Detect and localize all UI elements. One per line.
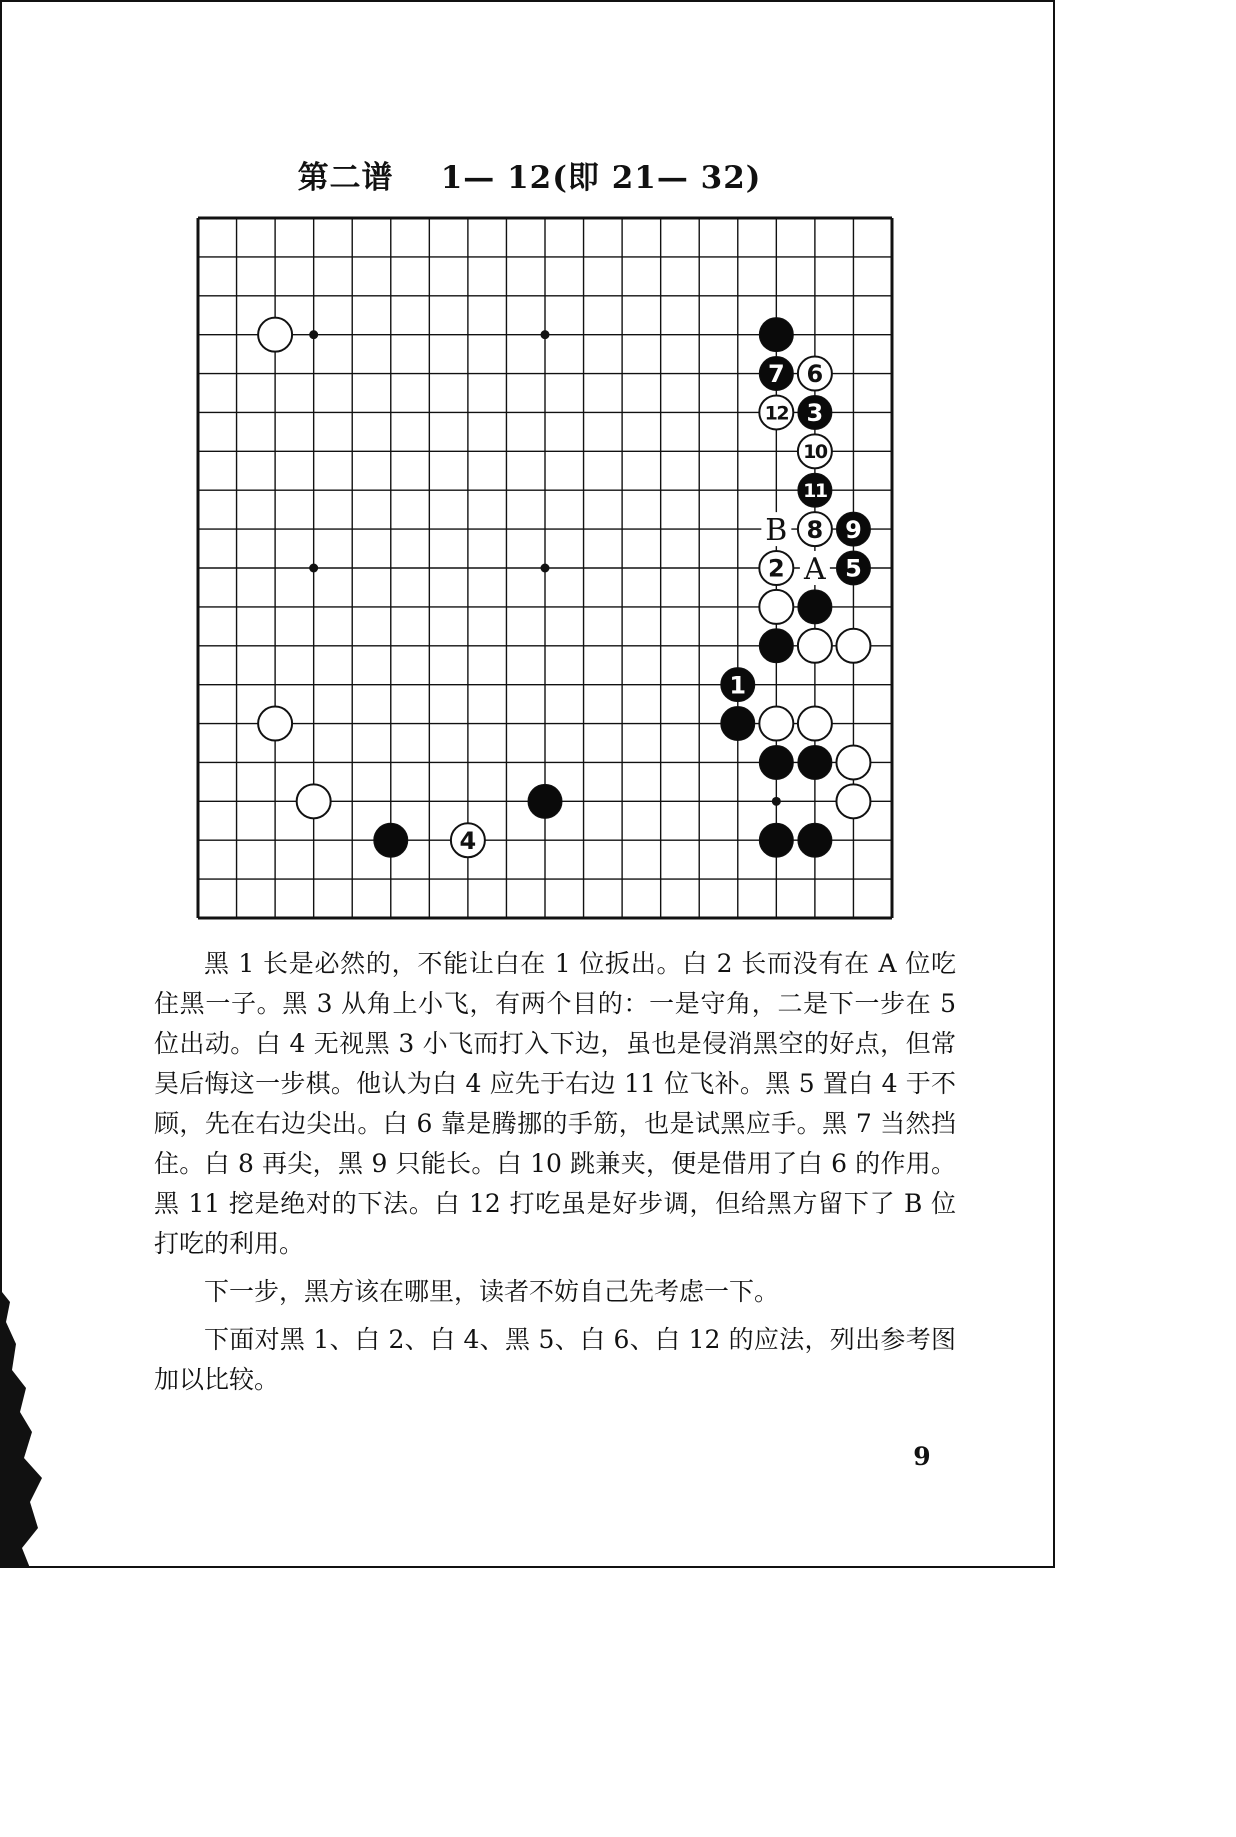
star-point <box>772 797 781 806</box>
commentary-paragraph-3: 下面对黑 1、白 2、白 4、黑 5、白 6、白 12 的应法，列出参考图加以比较。 <box>154 1325 956 1394</box>
black-stone <box>798 745 832 779</box>
page-number: 9 <box>913 1442 931 1471</box>
white-stone <box>258 318 292 352</box>
go-board-diagram <box>196 216 894 920</box>
black-stone <box>759 745 793 779</box>
point-letter-b: B <box>765 513 788 549</box>
move-number-10: 10 <box>803 441 827 464</box>
black-stone <box>528 784 562 818</box>
black-stone <box>759 629 793 663</box>
black-stone <box>721 707 755 741</box>
star-point <box>309 330 318 339</box>
move-number-1: 1 <box>729 671 747 700</box>
commentary-paragraph-1: 黑 1 长是必然的，不能让白在 1 位扳出。白 2 长而没有在 A 位吃住黑一子。黑 3 从角上小飞，有两个目的：一是守角，二是下一步在 5 位出动。白 4 无视黑 3 小飞而打入下边，虽也是侵消黑空的好点，但常昊后悔这一步棋。他认为白 4 应先于右边 11 位飞补。黑 5 置白 4 于不顾，先在右边尖出。白 6 靠是腾挪的手筋，也是试黑应手。黑 7 当然挡住。白 8 再尖，黑 9 只能长。白 10 跳兼夹，便是借用了白 6 的作用。黑 11 挖是绝对的下法。白 12 打吃虽是好步调，但给黑方留下了 B 位打吃的利用。 <box>154 949 956 1258</box>
white-stone <box>759 707 793 741</box>
white-stone <box>297 784 331 818</box>
white-stone <box>836 629 870 663</box>
move-number-9: 9 <box>845 515 862 544</box>
move-number-11: 11 <box>803 480 827 503</box>
move-number-6: 6 <box>806 360 824 389</box>
move-number-8: 8 <box>806 515 824 544</box>
move-number-2: 2 <box>767 554 785 583</box>
white-stone <box>258 707 292 741</box>
move-number-12: 12 <box>764 402 789 425</box>
move-number-3: 3 <box>806 399 824 428</box>
torn-edge-mark <box>2 1292 48 1568</box>
move-number-7: 7 <box>767 360 785 389</box>
star-point <box>541 330 550 339</box>
move-number-4: 4 <box>459 826 477 855</box>
black-stone <box>374 823 408 857</box>
point-letter-a: A <box>804 552 826 587</box>
black-stone <box>759 823 793 857</box>
star-point <box>309 564 318 573</box>
black-stone <box>759 318 793 352</box>
black-stone <box>798 823 832 857</box>
white-stone <box>759 590 793 624</box>
black-stone <box>798 590 832 624</box>
star-point <box>541 564 550 573</box>
diagram-title: 第二谱 1— 12(即 21— 32) <box>297 160 762 196</box>
white-stone <box>836 745 870 779</box>
move-number-5: 5 <box>845 554 862 583</box>
white-stone <box>798 707 832 741</box>
white-stone <box>836 784 870 818</box>
commentary-paragraph-2: 下一步，黑方该在哪里，读者不妨自己先考虑一下。 <box>204 1277 780 1306</box>
white-stone <box>798 629 832 663</box>
commentary <box>154 944 956 1408</box>
